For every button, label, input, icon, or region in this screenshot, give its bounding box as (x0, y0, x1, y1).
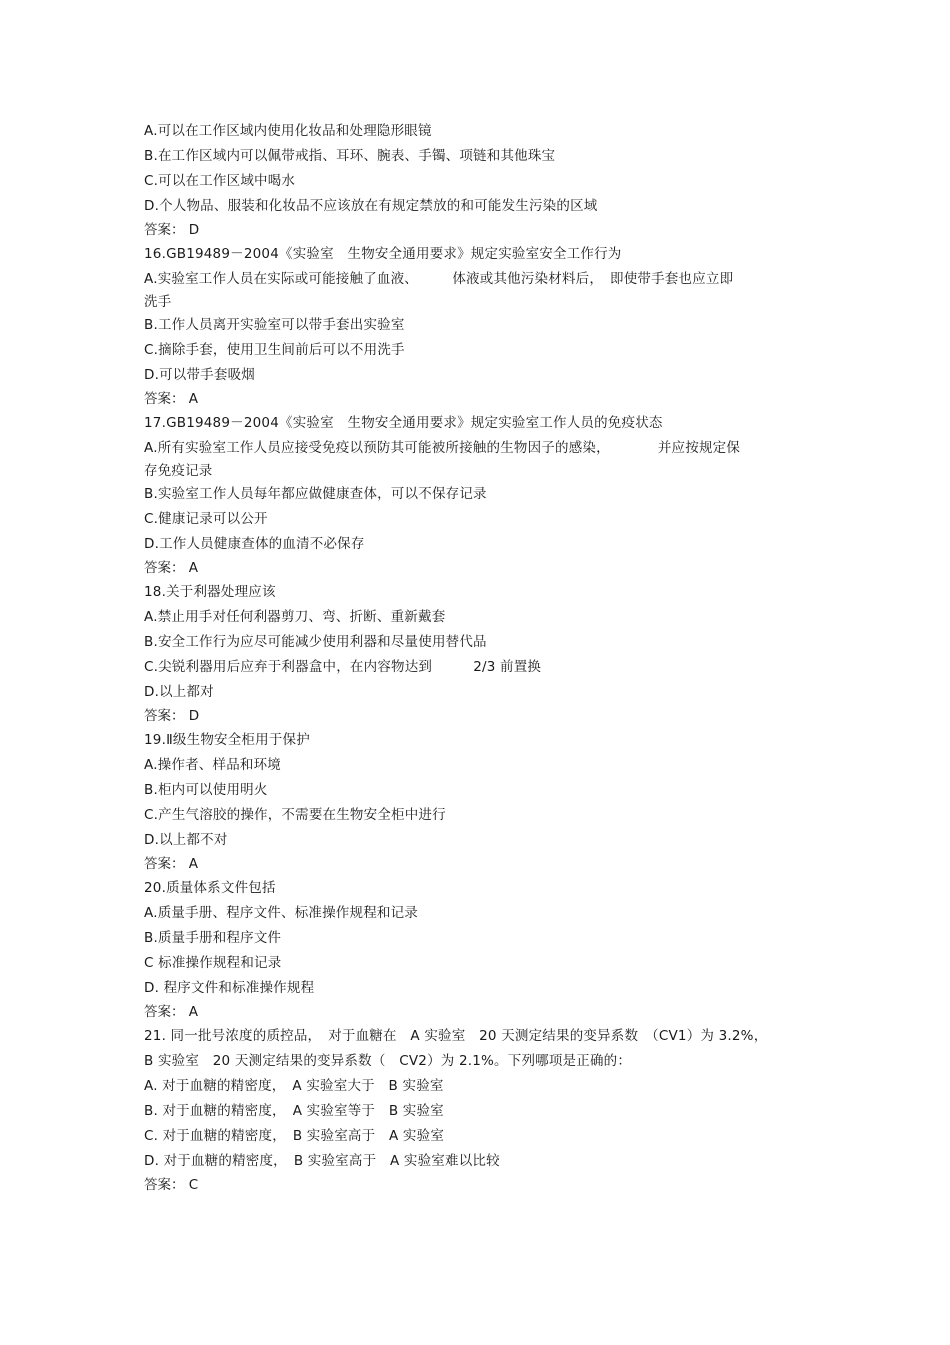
text-line: 20.质量体系文件包括 (144, 880, 276, 896)
text-line: C 标准操作规程和记录 (144, 955, 282, 971)
text-line: C.产生气溶胶的操作，不需要在生物安全柜中进行 (144, 807, 446, 823)
text-line: D.以上都不对 (144, 832, 228, 848)
text-line: D.可以带手套吸烟 (144, 367, 255, 383)
text-line: B.安全工作行为应尽可能减少使用利器和尽量使用替代品 (144, 634, 487, 650)
answer-line: 答案： A (144, 1004, 199, 1020)
answer-line: 答案： A (144, 856, 199, 872)
text-line: B.工作人员离开实验室可以带手套出实验室 (144, 317, 405, 333)
text-line: 21. 同一批号浓度的质控品， 对于血糖在 A 实验室 20 天测定结果的变异系数 （CV1）为 3.2%， (144, 1028, 768, 1044)
text-line: B.柜内可以使用明火 (144, 782, 268, 798)
text-line-continuation: 洗手 (144, 294, 172, 310)
text-line: D. 程序文件和标准操作规程 (144, 980, 315, 996)
text-line: A. 对于血糖的精密度， A 实验室大于 B 实验室 (144, 1078, 444, 1094)
text-line: D.以上都对 (144, 684, 214, 700)
text-line: A.操作者、样品和环境 (144, 757, 281, 773)
text-line: A.可以在工作区域内使用化妆品和处理隐形眼镜 (144, 123, 432, 139)
text-line: D.工作人员健康查体的血清不必保存 (144, 536, 365, 552)
answer-line: 答案： C (144, 1177, 199, 1193)
document-body (144, 119, 824, 1197)
text-line: D.个人物品、服装和化妆品不应该放在有规定禁放的和可能发生污染的区域 (144, 198, 598, 214)
text-line: C.尖锐利器用后应弃于利器盒中，在内容物达到 2/3 前置换 (144, 659, 542, 675)
text-line: B. 对于血糖的精密度， A 实验室等于 B 实验室 (144, 1103, 444, 1119)
text-line: 19.Ⅱ级生物安全柜用于保护 (144, 732, 310, 748)
text-line: B.在工作区域内可以佩带戒指、耳环、腕表、手镯、项链和其他珠宝 (144, 148, 556, 164)
text-line: C.健康记录可以公开 (144, 511, 268, 527)
text-line: B 实验室 20 天测定结果的变异系数（ CV2）为 2.1%。下列哪项是正确的： (144, 1053, 632, 1069)
text-line: D. 对于血糖的精密度， B 实验室高于 A 实验室难以比较 (144, 1153, 500, 1169)
text-line: C.可以在工作区域中喝水 (144, 173, 296, 189)
text-line: 17.GB19489－2004《实验室 生物安全通用要求》规定实验室工作人员的免疫状态 (144, 415, 663, 431)
text-line: C.摘除手套，使用卫生间前后可以不用洗手 (144, 342, 405, 358)
text-line: A.质量手册、程序文件、标准操作规程和记录 (144, 905, 418, 921)
text-line: B.质量手册和程序文件 (144, 930, 282, 946)
text-line: 16.GB19489－2004《实验室 生物安全通用要求》规定实验室安全工作行为 (144, 246, 622, 262)
answer-line: 答案： A (144, 391, 199, 407)
text-line: A.所有实验室工作人员应接受免疫以预防其可能被所接触的生物因子的感染， 并应按规定保 (144, 440, 741, 456)
text-line: 18.关于利器处理应该 (144, 584, 276, 600)
text-line: A.实验室工作人员在实际或可能接触了血液、 体液或其他污染材料后， 即使带手套也应立即 (144, 271, 734, 287)
text-line: B.实验室工作人员每年都应做健康查体，可以不保存记录 (144, 486, 487, 502)
text-line: C. 对于血糖的精密度， B 实验室高于 A 实验室 (144, 1128, 445, 1144)
answer-line: 答案： D (144, 222, 200, 238)
answer-line: 答案： D (144, 708, 200, 724)
text-line-continuation: 存免疫记录 (144, 463, 213, 479)
answer-line: 答案： A (144, 560, 199, 576)
text-line: A.禁止用手对任何利器剪刀、弯、折断、重新戴套 (144, 609, 446, 625)
